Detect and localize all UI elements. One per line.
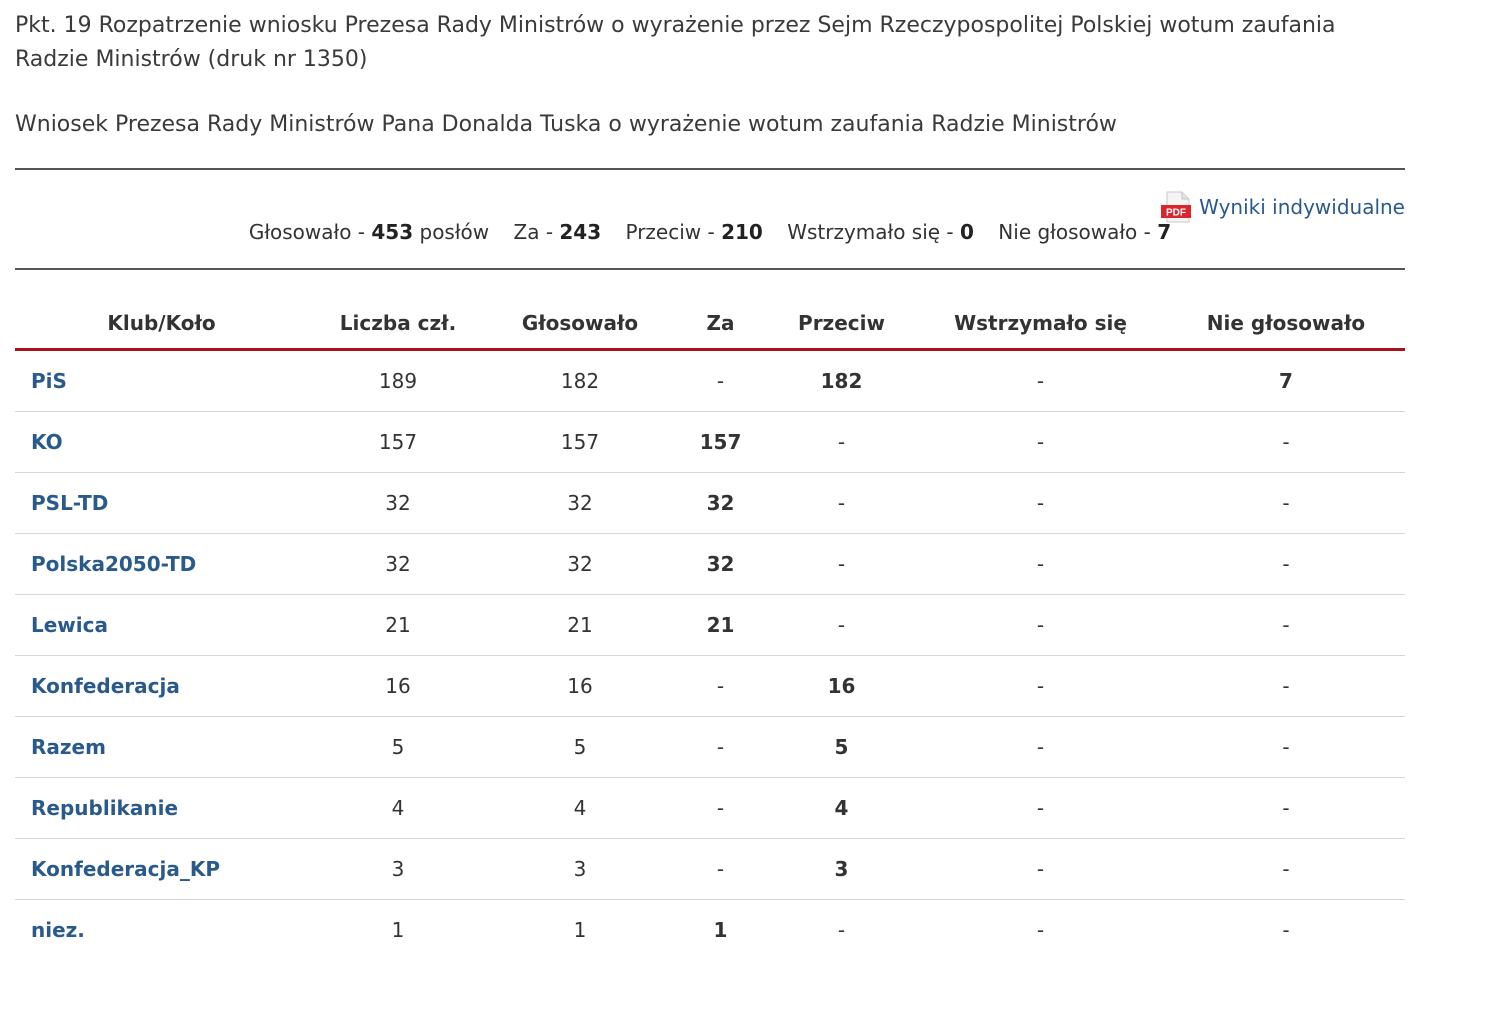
header-members: Liczba czł. bbox=[308, 298, 488, 350]
cell-not-voted: - bbox=[1167, 534, 1405, 595]
club-link[interactable]: Republikanie bbox=[15, 778, 308, 839]
cell-abstained: - bbox=[914, 656, 1167, 717]
cell-members: 1 bbox=[391, 918, 405, 942]
cell-against: - bbox=[769, 412, 914, 473]
cell-for: - bbox=[672, 839, 769, 900]
cell-against: 5 bbox=[769, 717, 914, 778]
header-for: Za bbox=[672, 298, 769, 350]
cell-for: 32 bbox=[672, 473, 769, 534]
summary-voted-suffix: posłów bbox=[413, 220, 490, 244]
cell-against: - bbox=[769, 473, 914, 534]
cell-against: 3 bbox=[769, 839, 914, 900]
table-row bbox=[15, 656, 1405, 717]
cell-members: 157 bbox=[308, 412, 488, 473]
agenda-item-title: Pkt. 19 Rozpatrzenie wniosku Prezesa Rady Ministrów o wyrażenie przez Sejm Rzeczypospolitej Polskiej wotum zaufania Radzie Ministrów (druk nr 1350) bbox=[15, 13, 1336, 72]
club-link[interactable]: Razem bbox=[15, 717, 308, 778]
cell-voted: 32 bbox=[488, 534, 672, 595]
cell-for: 21 bbox=[672, 595, 769, 656]
summary-abstained bbox=[787, 220, 974, 244]
motion-title: Wniosek Prezesa Rady Ministrów Pana Donalda Tuska o wyrażenie wotum zaufania Radzie Ministrów bbox=[15, 112, 1117, 137]
cell-against: - bbox=[769, 595, 914, 656]
cell-voted: 5 bbox=[488, 717, 672, 778]
cell-abstained: - bbox=[914, 595, 1167, 656]
cell-voted: 16 bbox=[488, 656, 672, 717]
cell-members: 21 bbox=[308, 595, 488, 656]
cell-voted: 21 bbox=[488, 595, 672, 656]
cell-members: 189 bbox=[308, 350, 488, 412]
club-link[interactable]: Lewica bbox=[15, 595, 308, 656]
table-row bbox=[15, 778, 1405, 839]
summary-not-voted-label: Nie głosowało - bbox=[998, 220, 1158, 244]
divider bbox=[15, 268, 1405, 270]
table-row bbox=[15, 473, 1405, 534]
cell-members: 5 bbox=[308, 717, 488, 778]
club-link[interactable]: PiS bbox=[15, 350, 308, 412]
cell-members: 32 bbox=[308, 473, 488, 534]
cell-not-voted: - bbox=[1167, 839, 1405, 900]
cell-for: 32 bbox=[672, 534, 769, 595]
cell-voted: 182 bbox=[488, 350, 672, 412]
cell-not-voted: - bbox=[1167, 717, 1405, 778]
cell-voted: 1 bbox=[573, 918, 587, 942]
club-link[interactable]: PSL-TD bbox=[15, 473, 308, 534]
table-row bbox=[15, 595, 1405, 656]
table-row bbox=[15, 839, 1405, 900]
cell-members: 32 bbox=[308, 534, 488, 595]
table-header-row bbox=[15, 298, 1405, 350]
summary-against-value: 210 bbox=[721, 220, 763, 244]
cell-not-voted: - bbox=[1167, 412, 1405, 473]
cell-not-voted: 7 bbox=[1167, 350, 1405, 412]
cell-not-voted: - bbox=[1167, 778, 1405, 839]
pdf-icon bbox=[1159, 190, 1193, 224]
cell-members: 4 bbox=[308, 778, 488, 839]
cell-voted: 157 bbox=[488, 412, 672, 473]
cell-abstained: - bbox=[914, 473, 1167, 534]
club-link[interactable]: KO bbox=[15, 412, 308, 473]
cell-for: - bbox=[672, 350, 769, 412]
cell-for: - bbox=[672, 717, 769, 778]
summary-not-voted-value: 7 bbox=[1157, 220, 1172, 244]
header-abstained: Wstrzymało się bbox=[914, 298, 1167, 350]
table-row bbox=[15, 350, 1405, 412]
cell-against: 4 bbox=[769, 778, 914, 839]
cell-abstained: - bbox=[914, 412, 1167, 473]
cell-for: 1 bbox=[713, 918, 728, 942]
cell-voted: 4 bbox=[488, 778, 672, 839]
summary-not-voted bbox=[998, 220, 1171, 244]
header-club: Klub/Koło bbox=[15, 298, 308, 350]
cell-abstained: - bbox=[914, 778, 1167, 839]
cell-abstained: - bbox=[914, 534, 1167, 595]
cell-voted: 3 bbox=[488, 839, 672, 900]
club-link[interactable]: Konfederacja bbox=[15, 656, 308, 717]
cell-voted: 32 bbox=[488, 473, 672, 534]
cell-not-voted: - bbox=[1167, 473, 1405, 534]
cell-abstained: - bbox=[1036, 918, 1045, 942]
svg-text:PDF: PDF bbox=[1166, 207, 1187, 219]
individual-results-link[interactable] bbox=[1159, 190, 1405, 224]
table-row bbox=[15, 717, 1405, 778]
cell-against: - bbox=[837, 918, 846, 942]
cell-for: - bbox=[672, 778, 769, 839]
summary-abstained-label: Wstrzymało się - bbox=[787, 220, 961, 244]
summary-against-label: Przeciw - bbox=[625, 220, 722, 244]
voting-results-page bbox=[15, 0, 1405, 960]
cell-abstained: - bbox=[914, 717, 1167, 778]
cell-against: 182 bbox=[769, 350, 914, 412]
cell-not-voted: - bbox=[1167, 595, 1405, 656]
cell-abstained: - bbox=[914, 350, 1167, 412]
summary-for bbox=[514, 220, 602, 244]
cell-members: 16 bbox=[308, 656, 488, 717]
table-row bbox=[15, 900, 1405, 961]
cell-abstained: - bbox=[914, 839, 1167, 900]
header-not-voted: Nie głosowało bbox=[1167, 298, 1405, 350]
cell-against: 16 bbox=[769, 656, 914, 717]
club-link[interactable]: Polska2050-TD bbox=[15, 534, 308, 595]
cell-not-voted: - bbox=[1282, 918, 1290, 942]
vote-summary bbox=[15, 220, 1405, 262]
club-link[interactable]: niez. bbox=[31, 918, 85, 942]
table-row bbox=[15, 534, 1405, 595]
summary-for-label: Za - bbox=[513, 220, 560, 244]
header-voted: Głosowało bbox=[488, 298, 672, 350]
summary-abstained-value: 0 bbox=[960, 220, 974, 244]
cell-against: - bbox=[769, 534, 914, 595]
individual-results-label: Wyniki indywidualne bbox=[1199, 195, 1405, 219]
cell-members: 3 bbox=[308, 839, 488, 900]
summary-voted-label: Głosowało - bbox=[248, 220, 372, 244]
cell-not-voted: - bbox=[1167, 656, 1405, 717]
club-link[interactable]: Konfederacja_KP bbox=[15, 839, 308, 900]
table-row bbox=[15, 412, 1405, 473]
cell-for: 157 bbox=[672, 412, 769, 473]
cell-for: - bbox=[672, 656, 769, 717]
summary-voted-value: 453 bbox=[371, 220, 414, 244]
club-results-table bbox=[15, 298, 1405, 960]
summary-against bbox=[626, 220, 763, 244]
summary-voted bbox=[249, 220, 489, 244]
header-against: Przeciw bbox=[769, 298, 914, 350]
summary-for-value: 243 bbox=[559, 220, 602, 244]
